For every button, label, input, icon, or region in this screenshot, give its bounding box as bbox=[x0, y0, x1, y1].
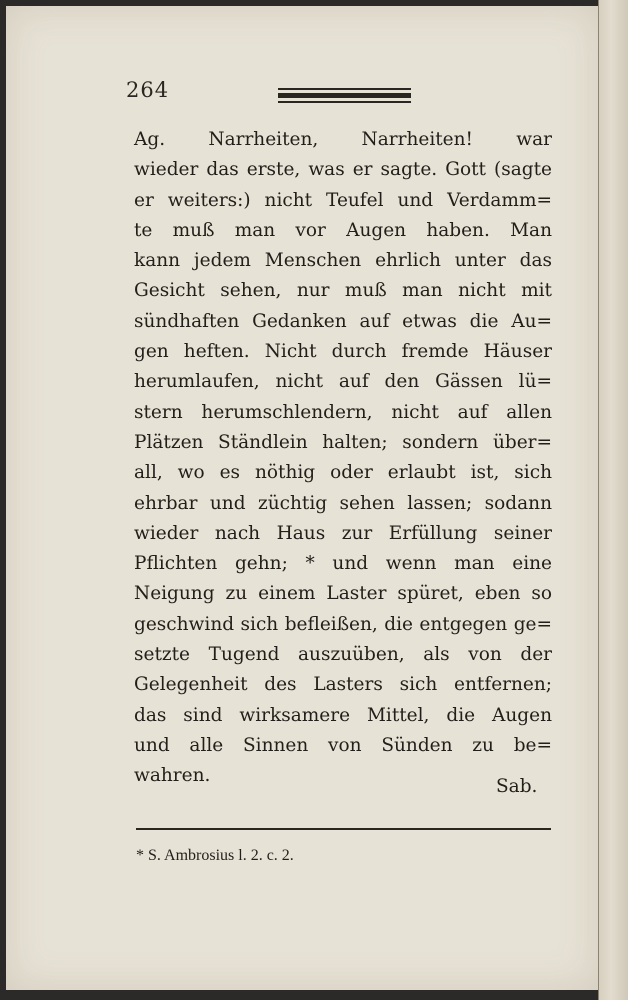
text-line: Gesicht sehen, nur muß man nicht mit bbox=[134, 280, 552, 302]
header-ornament-rule bbox=[278, 88, 411, 106]
text-line: sündhaften Gedanken auf etwas die Au= bbox=[134, 310, 552, 332]
text-line: wieder nach Haus zur Erfüllung seiner bbox=[134, 522, 552, 544]
text-line: er weiters:) nicht Teufel und Verdamm= bbox=[134, 189, 552, 211]
text-line: Plätzen Ständlein halten; sondern über= bbox=[134, 431, 552, 453]
text-line: wieder das erste, was er sagte. Gott (sagte bbox=[134, 159, 552, 181]
text-line: Pflichten gehn; * und wenn man eine bbox=[134, 553, 552, 575]
page-header bbox=[126, 78, 586, 108]
text-line: ehrbar und züchtig sehen lassen; sodann bbox=[134, 492, 552, 514]
text-line: stern herumschlendern, nicht auf allen bbox=[134, 401, 552, 423]
text-line: gen heften. Nicht durch fremde Häuser bbox=[134, 341, 552, 363]
text-line: und alle Sinnen von Sünden zu be= bbox=[134, 734, 552, 756]
text-line: herumlaufen, nicht auf den Gässen lü= bbox=[134, 371, 552, 393]
text-line: Neigung zu einem Laster spüret, eben so bbox=[134, 583, 552, 605]
footnote-rule bbox=[136, 828, 551, 830]
text-line: kann jedem Menschen ehrlich unter das bbox=[134, 250, 552, 272]
text-line: all, wo es nöthig oder erlaubt ist, sich bbox=[134, 462, 552, 484]
text-line: setzte Tugend auszuüben, als von der bbox=[134, 644, 552, 666]
catchword: Sab. bbox=[496, 776, 538, 797]
footnote: * S. Ambrosius l. 2. c. 2. bbox=[136, 847, 294, 864]
text-line: Ag. Narrheiten, Narrheiten! war bbox=[134, 129, 552, 150]
adjacent-page-edge bbox=[598, 0, 628, 1000]
text-line: Gelegenheit des Lasters sich entfernen; bbox=[134, 674, 552, 696]
text-line: geschwind sich befleißen, die entgegen ge= bbox=[134, 613, 552, 635]
body-text bbox=[134, 125, 552, 792]
text-line: te muß man vor Augen haben. Man bbox=[134, 219, 552, 241]
text-line: das sind wirksamere Mittel, die Augen bbox=[134, 704, 552, 726]
text-line: wahren. bbox=[134, 765, 211, 787]
page-number: 264 bbox=[126, 78, 170, 102]
